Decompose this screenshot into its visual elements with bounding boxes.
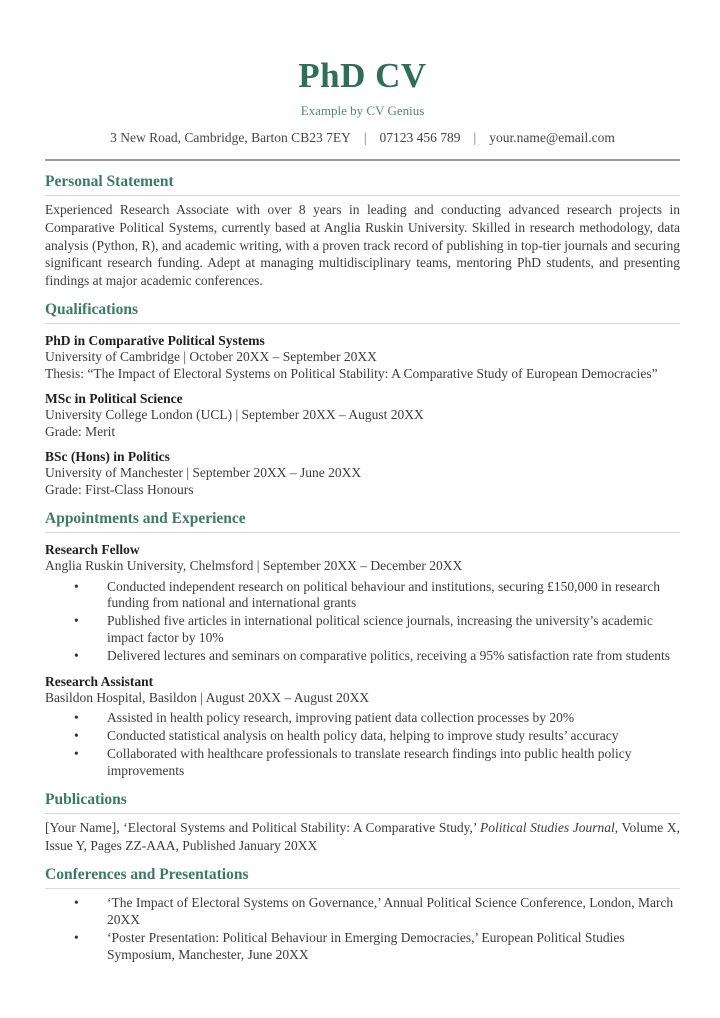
cv-subtitle: Example by CV Genius <box>300 103 425 118</box>
job-employer-dates: Anglia Ruskin University, Chelmsford | September 20XX – December 20XX <box>45 558 463 574</box>
qualification-detail: Grade: Merit <box>45 423 116 439</box>
conference-bullet: • ‘The Impact of Electoral Systems on Governance,’ Annual Political Science Conference, London, March 20XX <box>45 895 680 929</box>
job-title: Research Fellow <box>45 542 140 558</box>
contact-line <box>45 129 680 147</box>
citation-text: , Volume X, Issue Y, Pages ZZ-AAA, Published January 20XX <box>45 820 680 853</box>
job-bullet-list <box>45 710 680 779</box>
conference-bullet-list <box>45 895 680 963</box>
qualification-detail: Grade: First-Class Honours <box>45 481 194 497</box>
section-experience <box>45 507 680 779</box>
section-conferences <box>45 863 680 963</box>
citation-text: [Your Name], ‘Electoral Systems and Political Stability: A Comparative Study,’ <box>45 820 480 836</box>
section-heading-conferences: Conferences and Presentations <box>45 863 680 889</box>
citation-journal-name: Political Studies Journal <box>479 820 615 836</box>
job-bullet: • Conducted independent research on political behaviour and institutions, securing £150,000 in research funding from national and international grants <box>45 579 680 613</box>
section-publications <box>45 788 680 854</box>
section-heading-publications: Publications <box>45 788 680 814</box>
job-bullet: • Assisted in health policy research, improving patient data collection processes by 20% <box>45 710 680 727</box>
job-title: Research Assistant <box>45 673 154 689</box>
contact-separator: | <box>473 129 477 145</box>
job-bullet: • Published five articles in international political science journals, increasing the university’s academic impact factor by 10% <box>45 613 680 647</box>
qualification-entry <box>45 332 680 382</box>
experience-entry <box>45 673 680 780</box>
qualification-entry <box>45 448 680 498</box>
qualification-title: PhD in Comparative Political Systems <box>45 333 265 349</box>
cv-header <box>45 56 680 146</box>
qualification-title: MSc in Political Science <box>45 391 183 407</box>
qualification-entry <box>45 390 680 440</box>
personal-statement-text: Experienced Research Associate with over 8 years in leading and conducting advanced research projects in Comparative Political Systems, currently based at Anglia Ruskin University. Skilled in research methodology, data analysis (Python, R), and academic writing, with a proven track record of publishing in top-tier journals and securing significant research funding. Adept at managing multidisciplinary teams, mentoring PhD students, and presenting findings at major academic conferences. <box>45 202 680 288</box>
contact-address: 3 New Road, Cambridge, Barton CB23 7EY <box>110 129 351 145</box>
qualification-institution-dates: University of Manchester | September 20XX – June 20XX <box>45 465 362 481</box>
section-qualifications <box>45 298 680 498</box>
publication-citation <box>45 819 680 854</box>
section-heading-experience: Appointments and Experience <box>45 507 680 533</box>
section-heading-qualifications: Qualifications <box>45 298 680 324</box>
section-heading-personal-statement: Personal Statement <box>45 170 680 196</box>
job-bullet: • Collaborated with healthcare professionals to translate research findings into public health policy improvements <box>45 746 680 780</box>
job-bullet-list <box>45 579 680 665</box>
job-employer-dates: Basildon Hospital, Basildon | August 20XX – August 20XX <box>45 689 370 705</box>
job-bullet: • Conducted statistical analysis on health policy data, helping to improve study results’ accuracy <box>45 728 680 745</box>
qualification-institution-dates: University of Cambridge | October 20XX – September 20XX <box>45 349 377 365</box>
cv-title: PhD CV <box>298 56 427 95</box>
qualification-institution-dates: University College London (UCL) | September 20XX – August 20XX <box>45 407 424 423</box>
job-bullet: • Delivered lectures and seminars on comparative politics, receiving a 95% satisfaction rate from students <box>45 648 680 665</box>
contact-phone: 07123 456 789 <box>379 129 461 145</box>
experience-entry <box>45 541 680 664</box>
qualification-title: BSc (Hons) in Politics <box>45 449 170 465</box>
conference-bullet: • ‘Poster Presentation: Political Behaviour in Emerging Democracies,’ European Political Studies Symposium, Manchester, June 20XX <box>45 930 680 964</box>
qualification-detail: Thesis: “The Impact of Electoral Systems on Political Stability: A Comparative Study of European Democracies” <box>45 365 658 381</box>
contact-email: your.name@email.com <box>489 129 615 145</box>
contact-separator: | <box>363 129 367 145</box>
header-divider <box>45 159 680 161</box>
section-personal-statement <box>45 170 680 289</box>
